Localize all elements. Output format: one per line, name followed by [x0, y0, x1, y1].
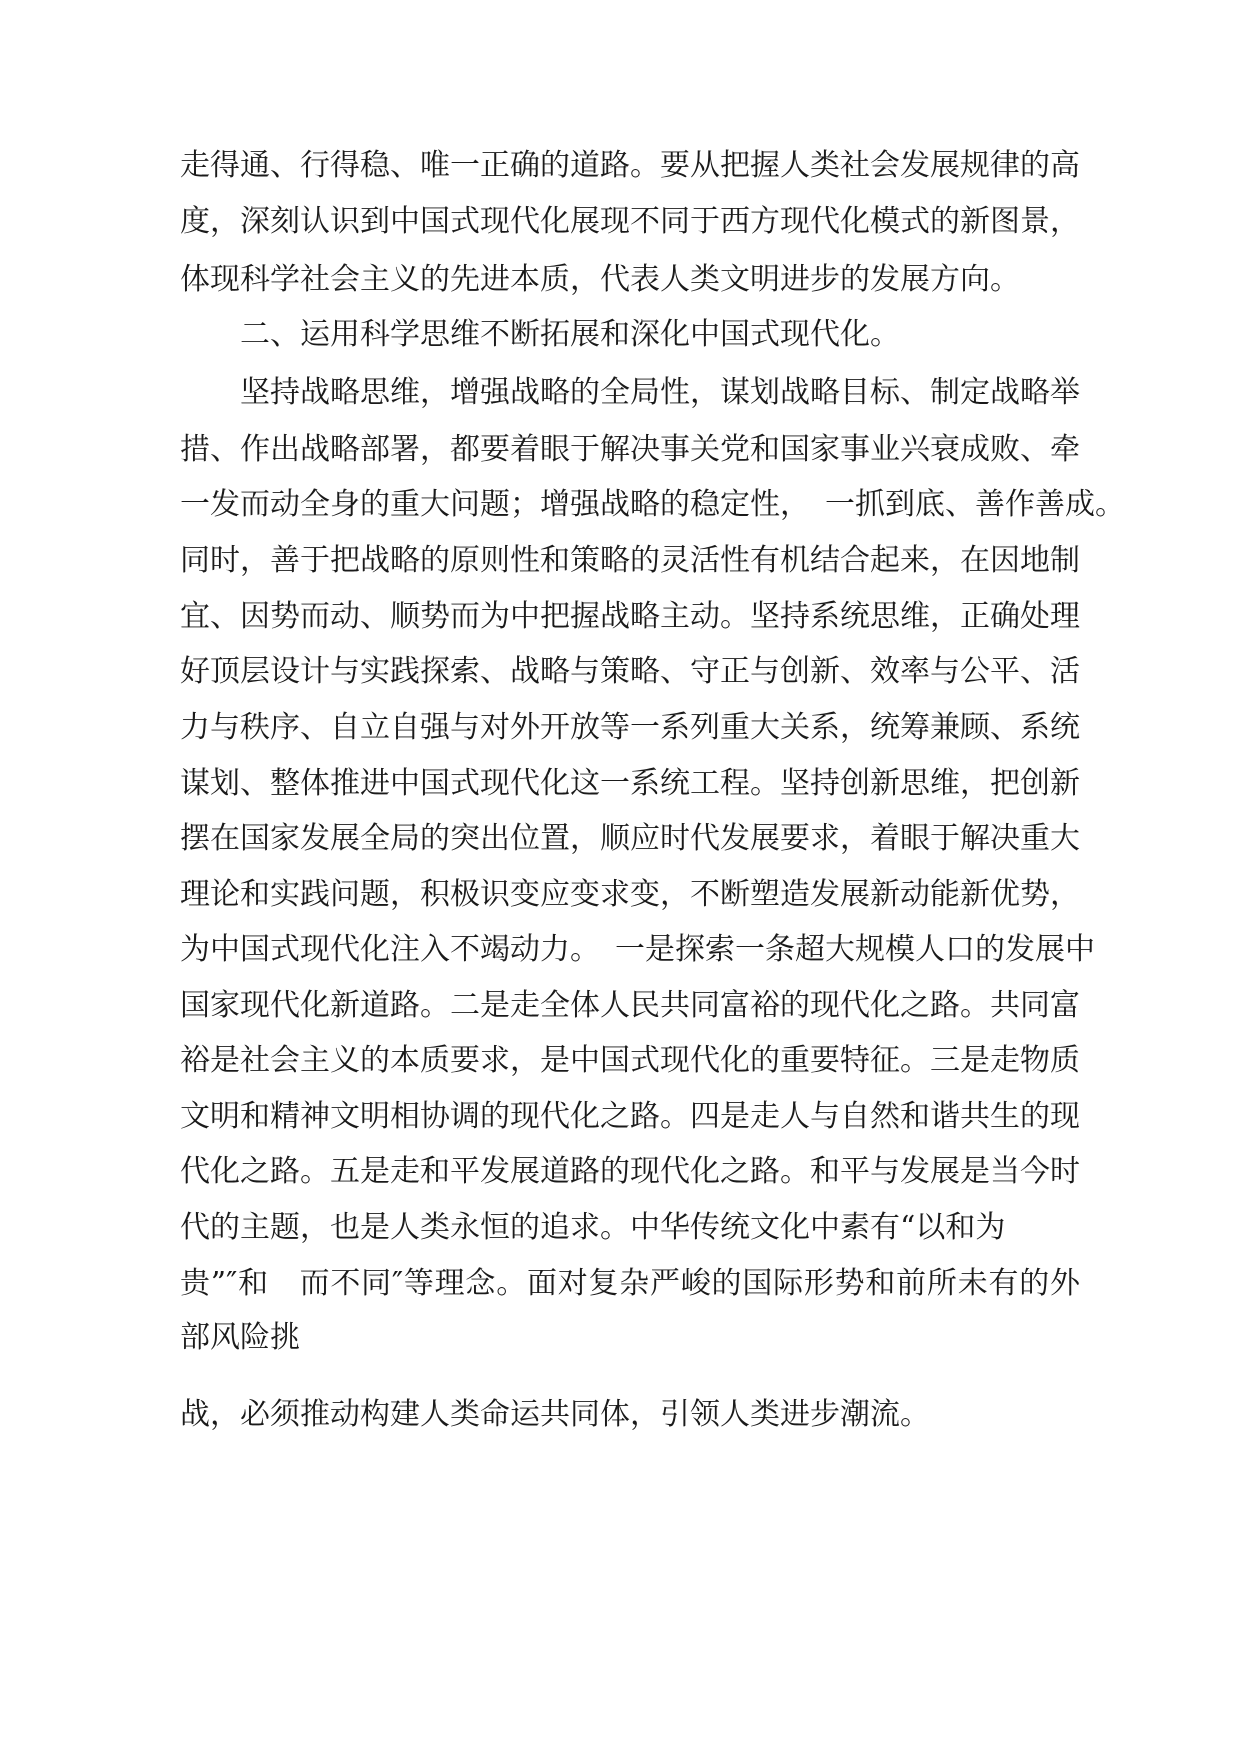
- paragraph-line-9: 摆在国家发展全局的突出位置，顺应时代发展要求，着眼于解决重大: [180, 821, 1080, 856]
- paragraph-line-17: 贵”″和 而不同″等理念。面对复杂严峻的国际形势和前所未有的外: [180, 1266, 1080, 1301]
- paragraph-line-11: 为中国式现代化注入不竭动力。 一是探索一条超大规模人口的发展中: [180, 932, 1095, 967]
- paragraph-line-5: 宜、因势而动、顺势而为中把握战略主动。坚持系统思维，正确处理: [180, 599, 1080, 634]
- paragraph-line-3: 一发而动全身的重大问题；增强战略的稳定性， 一抓到底、善作善成。: [180, 487, 1125, 522]
- paragraph-line-7: 力与秩序、自立自强与对外开放等一系列重大关系，统筹兼顾、系统: [180, 710, 1080, 745]
- paragraph-line-10: 理论和实践问题，积极识变应变求变，不断塑造发展新动能新优势，: [180, 877, 1080, 912]
- paragraph-line-12: 国家现代化新道路。二是走全体人民共同富裕的现代化之路。共同富: [180, 988, 1080, 1023]
- paragraph-line-6: 好顶层设计与实践探索、战略与策略、守正与创新、效率与公平、活: [180, 654, 1080, 689]
- paragraph-line-19: 战，必须推动构建人类命运共同体，引领人类进步潮流。: [180, 1397, 930, 1432]
- paragraph-line-13: 裕是社会主义的本质要求，是中国式现代化的重要特征。三是走物质: [180, 1043, 1080, 1078]
- paragraph-line-4: 同时，善于把战略的原则性和策略的灵活性有机结合起来，在因地制: [180, 543, 1080, 578]
- body-line-3: 体现科学社会主义的先进本质，代表人类文明进步的发展方向。: [180, 262, 1020, 297]
- paragraph-line-15: 代化之路。五是走和平发展道路的现代化之路。和平与发展是当今时: [180, 1154, 1080, 1189]
- paragraph-line-2: 措、作出战略部署，都要着眼于解决事关党和国家事业兴衰成败、牵: [180, 432, 1080, 467]
- paragraph-line-18: 部风险挑: [180, 1320, 300, 1355]
- section-heading: 二、运用科学思维不断拓展和深化中国式现代化。: [240, 317, 900, 352]
- paragraph-line-8: 谋划、整体推进中国式现代化这一系统工程。坚持创新思维，把创新: [180, 766, 1080, 801]
- paragraph-line-16: 代的主题，也是人类永恒的追求。中华传统文化中素有“以和为: [180, 1210, 1006, 1245]
- body-line-1: 走得通、行得稳、唯一正确的道路。要从把握人类社会发展规律的高: [180, 148, 1080, 183]
- paragraph-line-1: 坚持战略思维，增强战略的全局性，谋划战略目标、制定战略举: [240, 375, 1080, 410]
- body-line-2: 度，深刻认识到中国式现代化展现不同于西方现代化模式的新图景，: [180, 204, 1080, 239]
- paragraph-line-14: 文明和精神文明相协调的现代化之路。四是走人与自然和谐共生的现: [180, 1099, 1080, 1134]
